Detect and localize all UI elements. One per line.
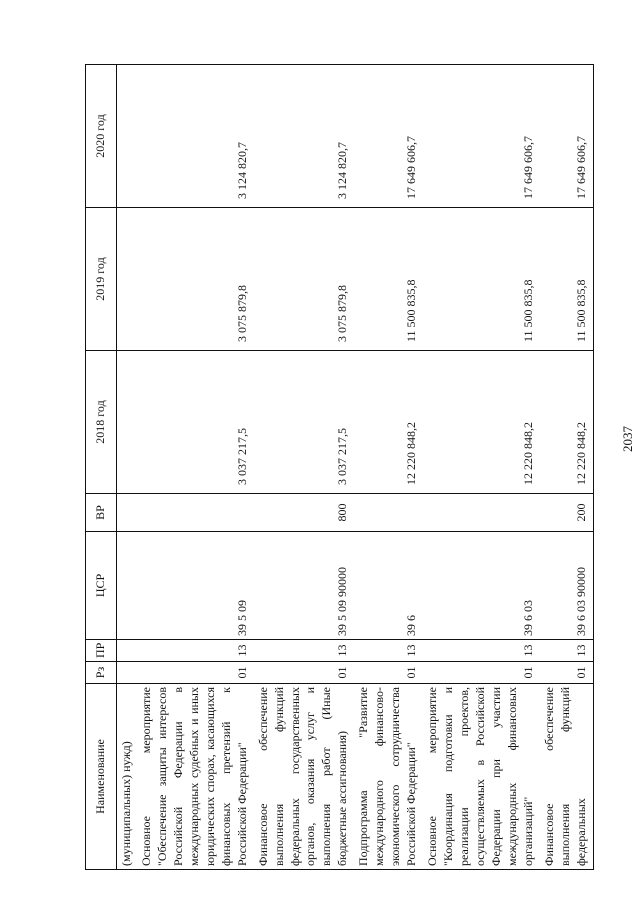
table-header-row	[86, 65, 117, 870]
row-2020: 17 649 606,7	[540, 65, 593, 208]
row-name: (муниципальных) нужд)	[117, 684, 137, 870]
table-row	[254, 65, 355, 870]
row-rz	[117, 662, 137, 684]
row-pr	[117, 640, 137, 662]
row-csr: 39 6 03 90000	[540, 532, 593, 640]
row-2019: 11 500 835,8	[423, 208, 540, 351]
header-vr: ВР	[86, 494, 117, 532]
row-rz: 01	[423, 662, 540, 684]
row-2018: 3 037 217,5	[254, 351, 355, 494]
header-2019: 2019 год	[86, 208, 117, 351]
row-name: Финансовое обеспечение выполнения функций федеральных государственных органов, оказания услуг и выполнения работ (Иные бюджетные ассигнования)	[254, 684, 355, 870]
row-name: Основное мероприятие "Координация подготовки и реализации проектов, осуществляемых в Российской Федерации при участии международных финансовых организаций"	[423, 684, 540, 870]
row-2018: 12 220 848,2	[540, 351, 593, 494]
table-row	[137, 65, 254, 870]
row-csr	[117, 532, 137, 640]
row-2019: 3 075 879,8	[137, 208, 254, 351]
row-csr: 39 6	[354, 532, 423, 640]
row-csr: 39 6 03	[423, 532, 540, 640]
row-2020: 17 649 606,7	[423, 65, 540, 208]
row-2020	[117, 65, 137, 208]
row-2019: 3 075 879,8	[254, 208, 355, 351]
row-rz: 01	[354, 662, 423, 684]
header-pr: ПР	[86, 640, 117, 662]
header-name: Наименование	[86, 684, 117, 870]
row-2020: 17 649 606,7	[354, 65, 423, 208]
row-vr: 800	[254, 494, 355, 532]
row-2019: 11 500 835,8	[540, 208, 593, 351]
row-vr: 200	[540, 494, 593, 532]
row-csr: 39 5 09 90000	[254, 532, 355, 640]
row-rz: 01	[254, 662, 355, 684]
row-pr: 13	[423, 640, 540, 662]
row-rz: 01	[540, 662, 593, 684]
header-rz: Рз	[86, 662, 117, 684]
rotated-table-container	[85, 65, 590, 870]
row-2019: 11 500 835,8	[354, 208, 423, 351]
row-2019	[117, 208, 137, 351]
row-2018	[117, 351, 137, 494]
row-pr: 13	[254, 640, 355, 662]
row-pr: 13	[137, 640, 254, 662]
row-name: Финансовое обеспечение выполнения функций федеральных	[540, 684, 593, 870]
row-vr	[137, 494, 254, 532]
row-pr: 13	[354, 640, 423, 662]
table-row	[354, 65, 423, 870]
row-vr	[354, 494, 423, 532]
row-2018: 12 220 848,2	[354, 351, 423, 494]
row-vr	[117, 494, 137, 532]
row-pr: 13	[540, 640, 593, 662]
row-vr	[423, 494, 540, 532]
budget-table	[85, 64, 594, 870]
row-2020: 3 124 820,7	[254, 65, 355, 208]
header-2018: 2018 год	[86, 351, 117, 494]
table-row	[423, 65, 540, 870]
header-2020: 2020 год	[86, 65, 117, 208]
row-name: Подпрограмма "Развитие международного финансово-экономического сотрудничества Российской Федерации"	[354, 684, 423, 870]
header-csr: ЦСР	[86, 532, 117, 640]
table-row	[540, 65, 593, 870]
row-2018: 12 220 848,2	[423, 351, 540, 494]
row-name: Основное мероприятие "Обеспечение защиты интересов Российской Федерации в международных судебных и иных юридических спорах, касающихся финансовых претензий к Российской Федерации"	[137, 684, 254, 870]
page-number: 2037	[620, 426, 635, 452]
row-csr: 39 5 09	[137, 532, 254, 640]
row-rz: 01	[137, 662, 254, 684]
row-2020: 3 124 820,7	[137, 65, 254, 208]
table-row	[117, 65, 137, 870]
row-2018: 3 037 217,5	[137, 351, 254, 494]
